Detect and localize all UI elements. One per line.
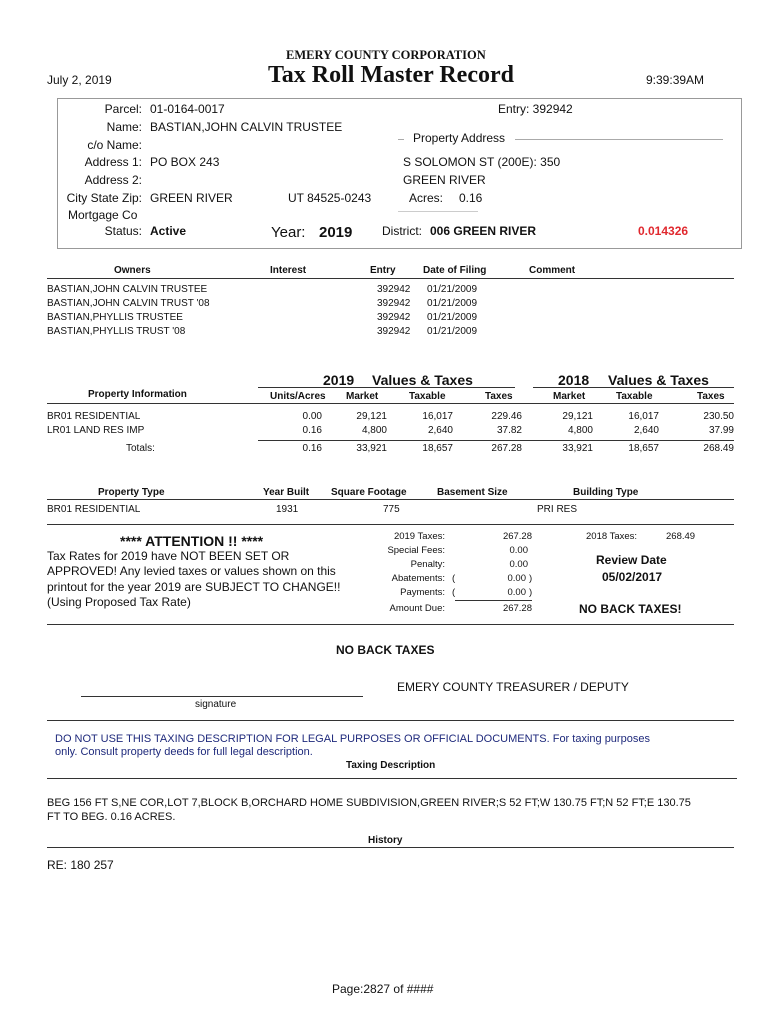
- summary-label: 2019 Taxes:: [393, 531, 445, 542]
- treasurer-title: EMERY COUNTY TREASURER / DEPUTY: [397, 680, 629, 694]
- paren-open: (: [452, 573, 456, 584]
- building-divider: [47, 499, 734, 500]
- values-2018-underline: [533, 387, 734, 388]
- table-cell: 01/21/2009: [427, 298, 478, 309]
- paren-close: ): [529, 573, 533, 584]
- report-time: 9:39:39AM: [646, 73, 705, 87]
- totals-label: Totals:: [126, 443, 155, 454]
- page-title: Tax Roll Master Record: [268, 62, 514, 88]
- table-cell: 2,640: [633, 425, 659, 436]
- table-cell: 16,017: [422, 411, 453, 422]
- paren-close: ): [529, 587, 533, 598]
- totals-cell: 267.28: [491, 443, 522, 454]
- building-type-header: Building Type: [573, 487, 639, 498]
- address1: PO BOX 243: [150, 155, 220, 169]
- summary-label: Payments:: [400, 587, 445, 598]
- summary-label: Penalty:: [410, 559, 445, 570]
- totals-divider: [258, 440, 734, 441]
- table-row: BR01 RESIDENTIAL: [47, 411, 141, 422]
- table-cell: PRI RES: [537, 504, 578, 515]
- values-2019-title: Values & Taxes: [372, 372, 473, 388]
- taxes-2019-header: Taxes: [485, 391, 513, 402]
- basement-size-header: Basement Size: [437, 487, 508, 498]
- summary-label: Amount Due:: [389, 603, 445, 614]
- square-footage-header: Square Footage: [331, 487, 407, 498]
- no-back-taxes-flag: NO BACK TAXES!: [579, 602, 682, 616]
- acres-value: 0.16: [459, 191, 483, 205]
- owner-name: BASTIAN,JOHN CALVIN TRUSTEE: [150, 120, 343, 134]
- values-2018-title: Values & Taxes: [608, 372, 709, 388]
- signature-line: [81, 696, 363, 697]
- property-address-line1: S SOLOMON ST (200E): 350: [403, 155, 561, 169]
- table-cell: 01/21/2009: [427, 284, 478, 295]
- summary-label: Special Fees:: [387, 545, 445, 556]
- values-2018-year: 2018: [558, 372, 590, 388]
- history-text: RE: 180 257: [47, 858, 114, 872]
- year-built-header: Year Built: [263, 487, 310, 498]
- entry-header: Entry: [370, 265, 396, 276]
- report-date: July 2, 2019: [47, 73, 112, 87]
- status-label: Status:: [104, 224, 142, 238]
- year-label: Year:: [271, 224, 306, 241]
- disclaimer-line1: DO NOT USE THIS TAXING DESCRIPTION FOR LEGAL PURPOSES OR OFFICIAL DOCUMENTS. For taxing purposes: [55, 733, 650, 745]
- units-header: Units/Acres: [270, 391, 326, 402]
- totals-cell: 18,657: [628, 443, 659, 454]
- table-row: BASTIAN,JOHN CALVIN TRUSTEE: [47, 284, 208, 295]
- table-cell: 01/21/2009: [427, 326, 478, 337]
- table-cell: 4,800: [567, 425, 593, 436]
- table-cell: 29,121: [562, 411, 593, 422]
- review-date: 05/02/2017: [602, 570, 663, 584]
- company-name: EMERY COUNTY CORPORATION: [286, 48, 486, 62]
- summary-divider: [47, 624, 734, 625]
- interest-header: Interest: [270, 265, 307, 276]
- values-2019-year: 2019: [323, 372, 355, 388]
- city: GREEN RIVER: [150, 191, 233, 205]
- acres-label: Acres:: [409, 191, 444, 205]
- property-type-header: Property Type: [98, 487, 165, 498]
- table-cell: 1931: [276, 504, 299, 515]
- taxable-2019-header: Taxable: [409, 391, 446, 402]
- entry-number: Entry: 392942: [498, 102, 573, 116]
- history-label: History: [368, 835, 403, 846]
- legal-description-line1: BEG 156 FT S,NE COR,LOT 7,BLOCK B,ORCHARD HOME SUBDIVISION,GREEN RIVER;S 52 FT;W 130.75 FT;N 52 FT;E 130.75: [47, 797, 691, 809]
- table-cell: 230.50: [703, 411, 734, 422]
- taxes-2018-header: Taxes: [697, 391, 725, 402]
- parcel-label: Parcel:: [104, 102, 142, 116]
- owners-header: Owners: [114, 265, 151, 276]
- table-row: BR01 RESIDENTIAL: [47, 504, 141, 515]
- table-cell: 392942: [377, 284, 411, 295]
- description-divider: [47, 778, 737, 779]
- table-cell: 16,017: [628, 411, 659, 422]
- parcel-number: 01-0164-0017: [150, 102, 225, 116]
- paren-open: (: [452, 587, 456, 598]
- property-address-line2: GREEN RIVER: [403, 173, 486, 187]
- prior-taxes: 268.49: [666, 531, 696, 542]
- totals-cell: 268.49: [703, 443, 734, 454]
- district-label: District:: [382, 224, 422, 238]
- attention-line: Tax Rates for 2019 have NOT BEEN SET OR: [47, 549, 290, 563]
- totals-cell: 18,657: [422, 443, 453, 454]
- property-address-legend: Property Address: [413, 131, 506, 145]
- table-cell: 229.46: [491, 411, 522, 422]
- table-cell: 37.99: [708, 425, 734, 436]
- table-cell: 37.82: [496, 425, 522, 436]
- status-value: Active: [150, 224, 187, 238]
- comment-header: Comment: [529, 265, 576, 276]
- review-date-label: Review Date: [596, 553, 667, 567]
- table-cell: 01/21/2009: [427, 312, 478, 323]
- taxable-2018-header: Taxable: [616, 391, 653, 402]
- table-cell: 0.16: [302, 425, 322, 436]
- totals-cell: 0.16: [302, 443, 322, 454]
- summary-underline: [455, 600, 532, 601]
- table-cell: 392942: [377, 312, 411, 323]
- table-row: BASTIAN,PHYLLIS TRUST '08: [47, 326, 186, 337]
- city-state-zip-label: City State Zip:: [66, 191, 142, 205]
- prior-taxes-label: 2018 Taxes:: [586, 531, 638, 542]
- disclaimer-line2: only. Consult property deeds for full legal description.: [55, 746, 313, 758]
- acres-underline: [398, 211, 478, 212]
- table-cell: 29,121: [356, 411, 387, 422]
- disclaimer-divider: [47, 720, 734, 721]
- state-zip: UT 84525-0243: [288, 191, 372, 205]
- date-of-filing-header: Date of Filing: [423, 265, 487, 276]
- values-2019-underline: [258, 387, 515, 388]
- table-row: LR01 LAND RES IMP: [47, 425, 145, 436]
- mortgage-label: Mortgage Co: [68, 208, 138, 222]
- fieldset-line-right: [515, 139, 723, 140]
- taxing-description-label: Taxing Description: [346, 760, 436, 771]
- attention-line: APPROVED! Any levied taxes or values shown on this: [47, 564, 336, 578]
- address2-label: Address 2:: [84, 173, 142, 187]
- summary-value: 267.28: [502, 531, 532, 542]
- tax-rate: 0.014326: [638, 224, 689, 238]
- table-cell: 0.00: [302, 411, 322, 422]
- table-cell: 392942: [377, 298, 411, 309]
- summary-value: 0.00: [509, 545, 528, 556]
- totals-cell: 33,921: [562, 443, 593, 454]
- summary-value: 0.00: [509, 559, 528, 570]
- summary-label: Abatements:: [391, 573, 445, 584]
- attention-line: (Using Proposed Tax Rate): [47, 595, 191, 609]
- fieldset-line-left: [398, 139, 404, 140]
- year-value: 2019: [319, 224, 353, 241]
- district-value: 006 GREEN RIVER: [430, 224, 537, 238]
- attention-heading: **** ATTENTION !! ****: [120, 533, 264, 549]
- market-2018-header: Market: [553, 391, 586, 402]
- table-cell: 775: [383, 504, 400, 515]
- amount-due: 267.28: [502, 603, 532, 614]
- page-number: Page:2827 of ####: [332, 982, 434, 996]
- market-2019-header: Market: [346, 391, 379, 402]
- name-label: Name:: [106, 120, 142, 134]
- values-header-divider: [47, 403, 734, 404]
- signature-label: signature: [195, 699, 237, 710]
- property-info-header: Property Information: [88, 389, 187, 400]
- attention-divider: [47, 524, 734, 525]
- attention-line: printout for the year 2019 are SUBJECT TO CHANGE!!: [47, 580, 341, 594]
- totals-cell: 33,921: [356, 443, 387, 454]
- history-divider: [47, 847, 734, 848]
- no-back-taxes-center: NO BACK TAXES: [336, 643, 435, 657]
- co-name-label: c/o Name:: [87, 138, 142, 152]
- table-cell: 392942: [377, 326, 411, 337]
- legal-description-line2: FT TO BEG. 0.16 ACRES.: [47, 811, 176, 823]
- table-row: BASTIAN,JOHN CALVIN TRUST '08: [47, 298, 210, 309]
- table-cell: 2,640: [427, 425, 453, 436]
- table-cell: 4,800: [361, 425, 387, 436]
- table-row: BASTIAN,PHYLLIS TRUSTEE: [47, 312, 183, 323]
- address1-label: Address 1:: [84, 155, 142, 169]
- summary-value: 0.00: [507, 573, 526, 584]
- owners-divider: [47, 278, 734, 279]
- summary-value: 0.00: [507, 587, 526, 598]
